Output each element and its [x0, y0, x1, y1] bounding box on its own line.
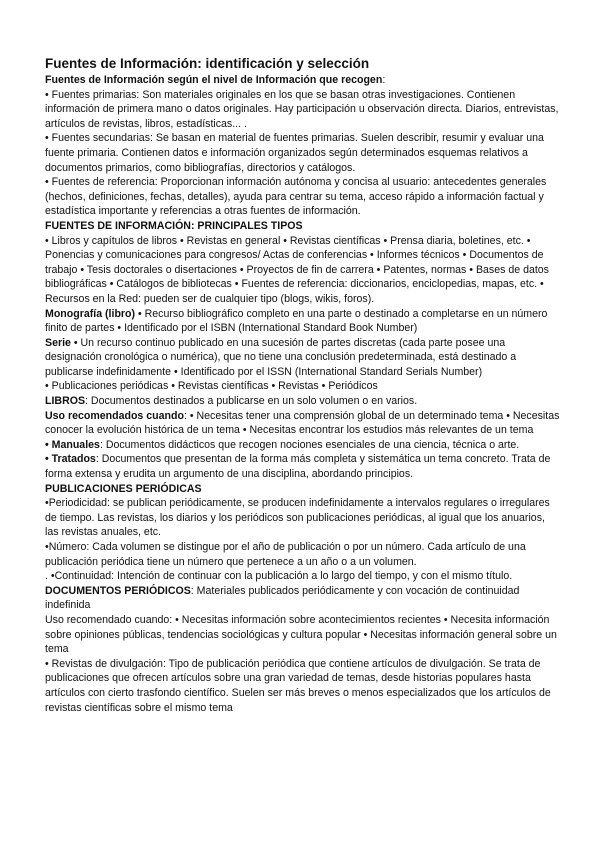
paragraph-uso-periodicos: Uso recomendado cuando: • Necesitas información sobre acontecimientos recientes • Necesita información sobre opiniones públicas, tendencias sociológicas y cultura popular • Necesitas información general sobre un tema — [45, 613, 557, 656]
subtitle-nivel-colon: : — [382, 74, 386, 86]
subtitle-nivel-text: Fuentes de Información según el nivel de Información que recogen — [45, 74, 383, 86]
paragraph-referencia: • Fuentes de referencia: Proporcionan información autónoma y concisa al usuario: antecedentes generales (hechos, definiciones, fechas, detalles), ayuda para centrar su tema, acceso rápido a información factual y estadística importante y referencias a otras fuentes de información. — [45, 176, 547, 218]
docper-label: DOCUMENTOS PERIÓDICOS — [45, 584, 191, 597]
paragraph-manuales — [45, 438, 560, 453]
paragraph-numero: •Número: Cada volumen se distingue por el año de publicación o por un número. Cada artículo de una publicación periódica tiene un número que pertenece a un año o a un volumen. — [45, 541, 526, 568]
uso-text: : • Necesitas tener una comprensión global de un determinado tema • Necesitas conocer la evolución histórica de un tema • Necesitas encontrar los estudios más relevantes de un tema — [45, 409, 560, 437]
paragraph-monografia — [45, 307, 560, 336]
subtitle-publicaciones: PUBLICACIONES PERIÓDICAS — [45, 482, 202, 495]
manuales-text: : Documentos didácticos que recogen nociones esenciales de una ciencia, técnica o arte. — [99, 438, 520, 451]
paragraph-serie-tipos: • Publicaciones periódicas • Revistas científicas • Revistas • Periódicos — [45, 380, 378, 393]
paragraph-tipos: • Libros y capítulos de libros • Revistas en general • Revistas científicas • Prensa diaria, boletines, etc. • Ponencias y comunicaciones para congresos/ Actas de conferencias • Informes técnicos • Documentos de trabajo • Tesis doctorales o disertaciones • Proyectos de fin de carrera • Patentes, normas • Bases de datos bibliográficas • Catálogos de bibliotecas • Fuentes de referencia: diccionarios, enciclopedias, mapas, etc. • Recursos en la Red: pueden ser de cualquier tipo (blogs, wikis, foros). — [45, 234, 549, 305]
document-title: Fuentes de Información: identificación y selección — [45, 56, 370, 71]
paragraph-periodicidad: •Periodicidad: se publican periódicamente, se producen indefinidamente a intervalos regulares o irregulares de tiempo. Las revistas, los diarios y los periódicos son publicaciones periódicas, al igual que los anuarios, las revistas anuales, etc. — [45, 497, 550, 539]
uso-label: Uso recomendados cuando — [45, 409, 184, 422]
paragraph-serie — [45, 336, 560, 380]
manuales-label: • Manuales — [45, 438, 100, 451]
paragraph-libros — [45, 394, 560, 409]
paragraph-tratados — [45, 452, 560, 481]
paragraph-primarias: • Fuentes primarias: Son materiales originales en los que se basan otras investigaciones. Contienen información de primera mano o datos originales. Hay participación u observación directa. Diarios, entrevistas, artículos de revistas, libros, estadísticas... . — [45, 88, 559, 130]
tratados-label: • Tratados — [45, 453, 96, 466]
subtitle-nivel — [45, 73, 560, 88]
monografia-text: • Recurso bibliográfico completo en una parte o destinado a completarse en un número finito de partes • Identificado por el ISBN (International Standard Book Number) — [45, 307, 548, 335]
serie-label: Serie — [45, 336, 71, 349]
paragraph-docs-periodicos — [45, 584, 560, 613]
paragraph-uso-libros — [45, 409, 560, 438]
monografia-label: Monografía (libro) — [45, 307, 136, 320]
paragraph-secundarias: • Fuentes secundarias: Se basan en material de fuentes primarias. Suelen describir, resumir y evaluar una fuente primaria. Contienen datos e información organizados según determinados esquemas relativos a documentos primarios, como bibliografías, directorios y catálogos. — [45, 132, 544, 174]
subtitle-tipos: FUENTES DE INFORMACIÓN: PRINCIPALES TIPOS — [45, 219, 303, 232]
libros-text: : Documentos destinados a publicarse en un solo volumen o en varios. — [85, 395, 418, 408]
paragraph-continuidad: . •Continuidad: Intención de continuar con la publicación a lo largo del tiempo, y con el mismo título. — [45, 570, 513, 583]
libros-label: LIBROS — [45, 395, 86, 408]
tratados-text: : Documentos que presentan de la forma más completa y sistemática un tema concreto. Trata de forma extensa y erudita un argumento de una disciplina, abordando principios. — [45, 453, 551, 481]
serie-text: • Un recurso continuo publicado en una sucesión de partes discretas (cada parte posee una designación cronológica o numérica), que no tiene una conclusión predeterminada, está destinado a publicarse indefinidamente • Identificado por el ISSN (International Standard Serials Number) — [45, 336, 517, 378]
docper-text: : Materiales publicados periódicamente y con vocación de continuidad indefinida — [45, 584, 520, 612]
paragraph-divulgacion: • Revistas de divulgación: Tipo de publicación periódica que contiene artículos de divulgación. Se trata de publicaciones que ofrecen artículos sobre una gran variedad de temas, desde historias populares hasta artículos con cierto trasfondo científico. Suelen ser más breves o menos especializados que los artículos de revistas científicas sobre el mismo tema — [45, 657, 551, 714]
